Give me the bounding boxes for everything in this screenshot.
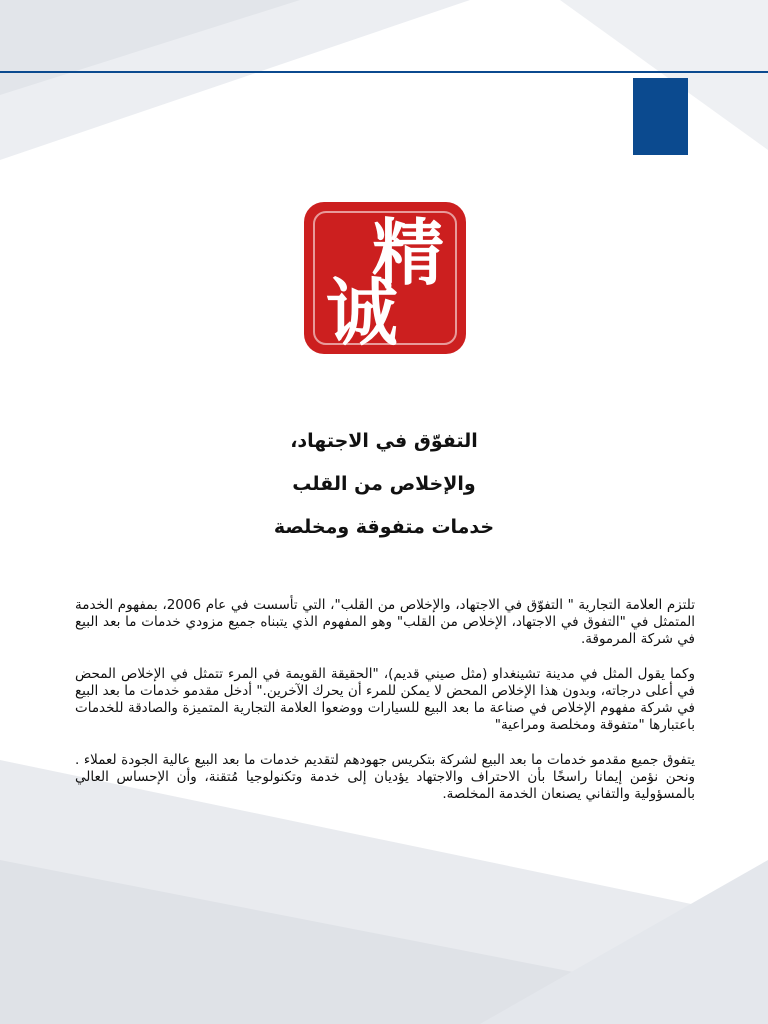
heading-services: خدمات متفوقة ومخلصة [273, 516, 495, 538]
paragraph-2: وكما يقول المثل في مدينة تشينغداو (مثل صيني قديم)، "الحقيقة القويمة في المرء تتمثل في الإخلاص المحض في أعلى درجاته، وبدون هذا الإخلاص المحض لا يمكن للمرء أن يحرك الآخرين." أدخل مقدمو خدمات ما بعد البيع في شركة مفهوم الإخلاص في صناعة ما بعد البيع للسيارات ووضعوا العلامة التجارية المتميزة والصادقة للخدمات باعتبارها "متفوقة ومخلصة ومراعية" [75, 666, 695, 733]
paragraph-1: تلتزم العلامة التجارية " التفوّق في الاجتهاد، والإخلاص من القلب"، التي تأسست في عام 2006، بمفهوم الخدمة المتمثل في "التفوق في الاجتهاد، الإخلاص من القلب" وهو المفهوم الذي يتبناه جميع مزودي خدمات ما بعد البيع في شركة المرموقة. [75, 597, 695, 647]
seal-char-2: 诚 [325, 271, 399, 355]
header-rule [0, 71, 768, 73]
seal-char-1: 精 [371, 211, 445, 295]
seal-logo [300, 198, 470, 358]
heading-sincerity: والإخلاص من القلب [292, 473, 476, 495]
heading-excellence: التفوّق في الاجتهاد، [290, 430, 478, 452]
paragraph-3: يتفوق جميع مقدمو خدمات ما بعد البيع لشركة بتكريس جهودهم لتقديم خدمات ما بعد البيع عالية الجودة لعملاء . ونحن نؤمن إيمانا راسخًا بأن الاحتراف والاجتهاد يؤديان إلى خدمة وتكنولوجيا مُتقنة، وأن الإحساس العالي بالمسؤولية والتفاني يصنعان الخدمة المخلصة. [75, 752, 695, 802]
slogan-headings [0, 430, 768, 538]
corner-blue-block [633, 78, 688, 155]
body-text [75, 597, 695, 821]
